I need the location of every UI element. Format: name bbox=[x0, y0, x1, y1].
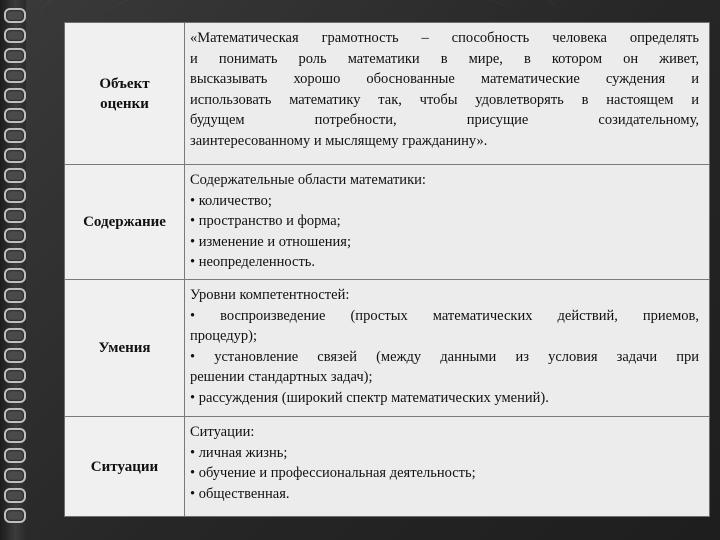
content-line: Содержательные области математики: bbox=[190, 172, 426, 188]
ring-icon bbox=[4, 448, 26, 463]
row-label-line: оценки bbox=[100, 95, 149, 112]
content-line: высказывать хорошо обоснованные математические суждения и bbox=[190, 71, 699, 87]
content-line: решении стандартных задач); bbox=[190, 369, 373, 385]
content-line: использовать математику так, чтобы удовлетворять в настоящем и bbox=[190, 91, 699, 108]
ring-icon bbox=[4, 168, 26, 183]
ring-icon bbox=[4, 188, 26, 203]
content-line: и понимать роль математики в мире, в котором он живет, bbox=[190, 50, 699, 67]
ring-icon bbox=[4, 308, 26, 323]
ring-icon bbox=[4, 288, 26, 303]
content-line: • общественная. bbox=[190, 485, 290, 502]
table-row bbox=[65, 417, 709, 516]
ring-icon bbox=[4, 28, 26, 43]
row-label bbox=[65, 165, 185, 279]
ring-icon bbox=[4, 428, 26, 443]
content-line: будущем потребности, присущие созидательному, bbox=[190, 112, 699, 128]
content-line: • воспроизведение (простых математических действий, приемов, bbox=[190, 307, 699, 324]
content-line: «Математическая грамотность – способность человека определять bbox=[190, 30, 699, 46]
ring-icon bbox=[4, 248, 26, 263]
ring-icon bbox=[4, 328, 26, 343]
ring-icon bbox=[4, 88, 26, 103]
assessment-table bbox=[64, 22, 710, 517]
row-label-line: Объект bbox=[99, 75, 150, 92]
table-row bbox=[65, 23, 709, 164]
ring-icon bbox=[4, 48, 26, 63]
content-line: процедур); bbox=[190, 328, 257, 344]
content-line: • неопределенность. bbox=[190, 254, 316, 270]
content-line: Ситуации: bbox=[190, 424, 255, 440]
ring-icon bbox=[4, 108, 26, 123]
ring-icon bbox=[4, 128, 26, 143]
content-line: • количество; bbox=[190, 192, 272, 209]
ring-icon bbox=[4, 8, 26, 23]
ring-icon bbox=[4, 68, 26, 83]
ring-icon bbox=[4, 368, 26, 383]
row-content bbox=[185, 23, 709, 164]
content-line: • личная жизнь; bbox=[190, 444, 288, 461]
row-content bbox=[185, 417, 709, 516]
ring-icon bbox=[4, 348, 26, 363]
ring-icon bbox=[4, 408, 26, 423]
row-label bbox=[65, 23, 185, 164]
row-label-text: Содержание bbox=[83, 214, 166, 230]
ring-icon bbox=[4, 488, 26, 503]
ring-icon bbox=[4, 148, 26, 163]
ring-icon bbox=[4, 388, 26, 403]
ring-icon bbox=[4, 228, 26, 243]
row-content bbox=[185, 165, 709, 279]
row-label-text: Ситуации bbox=[90, 458, 159, 475]
row-label bbox=[65, 417, 185, 516]
content-line: • установление связей (между данными из условия задачи при bbox=[190, 348, 699, 365]
content-line: • обучение и профессиональная деятельность; bbox=[190, 465, 476, 481]
content-line: • изменение и отношения; bbox=[190, 233, 351, 250]
ring-icon bbox=[4, 468, 26, 483]
row-content bbox=[185, 280, 709, 416]
table-row bbox=[65, 165, 709, 279]
content-line: Уровни компетентностей: bbox=[190, 287, 350, 303]
row-label-text: Умения bbox=[98, 340, 151, 356]
ring-icon bbox=[4, 208, 26, 223]
content-line: заинтересованному и мыслящему гражданину». bbox=[190, 132, 488, 149]
ring-icon bbox=[4, 508, 26, 523]
table-row bbox=[65, 280, 709, 416]
binder-rings bbox=[0, 0, 26, 540]
ring-icon bbox=[4, 268, 26, 283]
content-line: • рассуждения (широкий спектр математических умений). bbox=[190, 389, 549, 406]
content-line: • пространство и форма; bbox=[190, 213, 341, 229]
row-label bbox=[65, 280, 185, 416]
